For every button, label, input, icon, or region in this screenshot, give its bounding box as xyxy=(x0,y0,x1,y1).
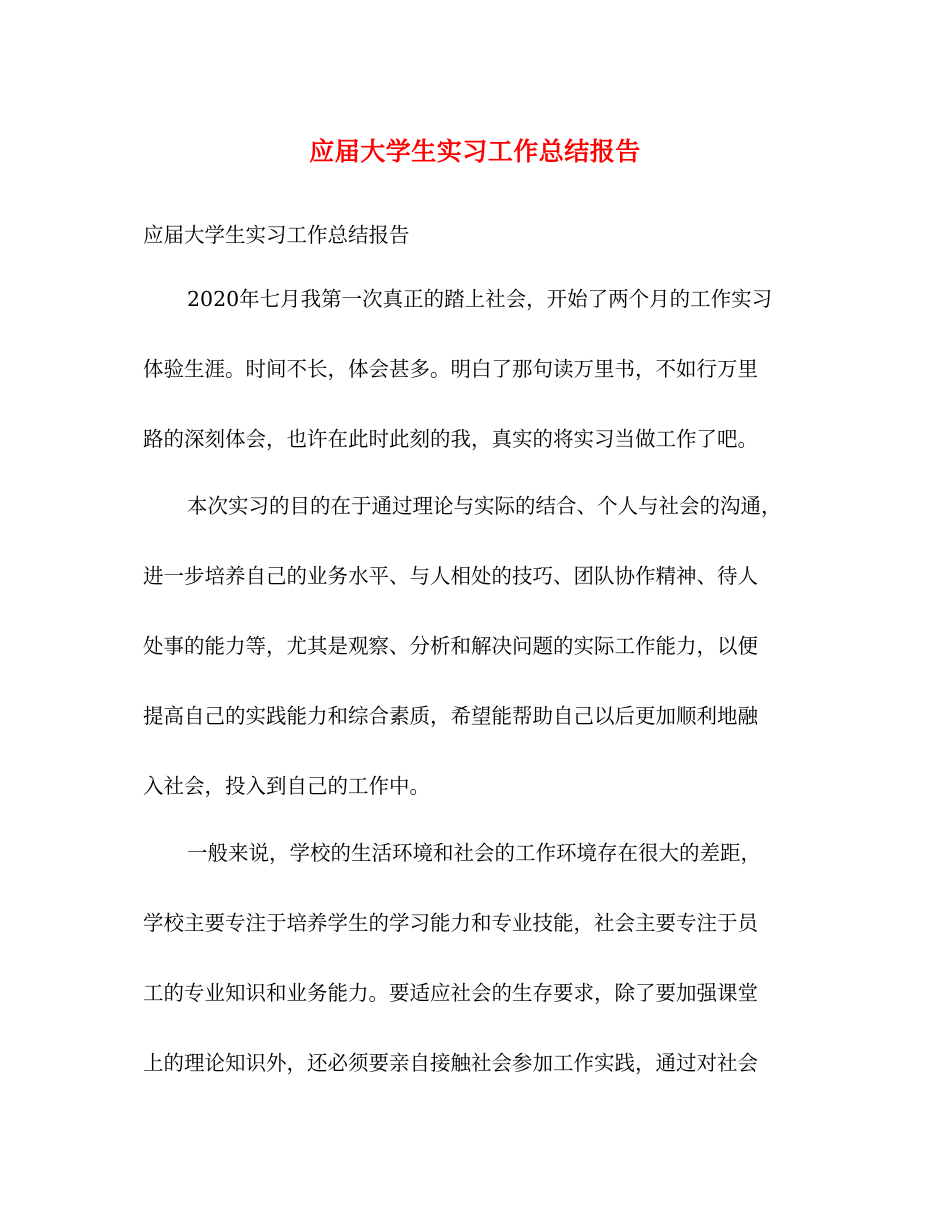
paragraph-3-line-3: 工的专业知识和业务能力。要适应社会的生存要求，除了要加强课堂 xyxy=(143,981,758,1005)
subtitle-line: 应届大学生实习工作总结报告 xyxy=(143,223,410,247)
paragraph-3-line-1: 一般来说，学校的生活环境和社会的工作环境存在很大的差距， xyxy=(187,841,761,865)
document-title: 应届大学生实习工作总结报告 xyxy=(309,137,641,166)
paragraph-2-line-3: 处事的能力等，尤其是观察、分析和解决问题的实际工作能力，以便 xyxy=(143,634,758,658)
paragraph-2-line-5: 入社会，投入到自己的工作中。 xyxy=(143,774,430,798)
paragraph-2-line-2: 进一步培养自己的业务水平、与人相处的技巧、团队协作精神、待人 xyxy=(143,564,758,588)
paragraph-3-line-2: 学校主要专注于培养学生的学习能力和专业技能，社会主要专注于员 xyxy=(143,911,758,935)
paragraph-2-line-1: 本次实习的目的在于通过理论与实际的结合、个人与社会的沟通， xyxy=(187,494,782,518)
paragraph-2-line-4: 提高自己的实践能力和综合素质，希望能帮助自己以后更加顺利地融 xyxy=(143,704,758,728)
paragraph-3-line-4: 上的理论知识外，还必须要亲自接触社会参加工作实践，通过对社会 xyxy=(143,1051,758,1075)
paragraph-1-line-2: 体验生涯。时间不长，体会甚多。明白了那句读万里书，不如行万里 xyxy=(143,357,758,381)
paragraph-1-line-3: 路的深刻体会，也许在此时此刻的我，真实的将实习当做工作了吧。 xyxy=(143,427,758,451)
paragraph-1-line-1: 2020年七月我第一次真正的踏上社会，开始了两个月的工作实习 xyxy=(187,287,773,311)
